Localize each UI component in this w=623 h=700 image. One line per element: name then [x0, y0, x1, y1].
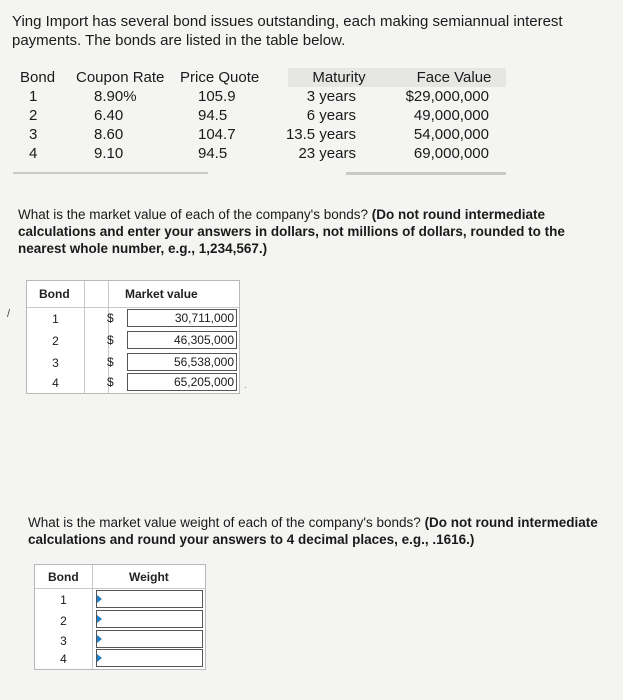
- grid-bond-number: 3: [52, 356, 59, 370]
- table-divider: [346, 172, 506, 175]
- market-value-input-bond-3[interactable]: 56,538,000: [127, 353, 237, 371]
- coupon-rate: 8.60: [94, 126, 124, 143]
- price-quote: 94.5: [198, 107, 228, 124]
- grid-bond-number: 2: [60, 614, 67, 628]
- input-marker-icon: [97, 595, 102, 603]
- weight-input-bond-2[interactable]: [96, 610, 203, 628]
- bond-number: 4: [29, 145, 38, 162]
- question-instructions: (Do not round intermediate calculations and enter your answers in dollars, not millions of dollars, rounded to the nearest whole number, e.g., 1,234,567.): [18, 207, 565, 256]
- question-text: What is the market value of each of the company's bonds?: [18, 207, 369, 222]
- price-quote: 105.9: [198, 88, 236, 105]
- dollar-sign: $: [107, 355, 114, 369]
- face-value: 49,000,000: [413, 107, 489, 124]
- table-row: [27, 373, 239, 394]
- coupon-rate: 8.90%: [94, 88, 137, 105]
- weight-input-bond-4[interactable]: [96, 649, 203, 667]
- grid-header-bond: Bond: [48, 570, 79, 584]
- weight-grid: [34, 564, 206, 670]
- header-bond: Bond: [20, 69, 56, 86]
- dollar-sign: $: [107, 333, 114, 347]
- grid-bond-number: 4: [52, 376, 59, 390]
- bond-number: 3: [29, 126, 38, 143]
- market-value-input-bond-4[interactable]: 65,205,000: [127, 373, 237, 391]
- face-value: $29,000,000: [405, 88, 489, 105]
- table-row: [12, 87, 507, 106]
- grid-bond-number: 1: [60, 593, 67, 607]
- market-value-grid: [26, 280, 240, 394]
- dollar-sign: $: [107, 375, 114, 389]
- grid-header-weight: Weight: [129, 570, 169, 584]
- table-row: [12, 144, 507, 163]
- table-row: [27, 308, 239, 329]
- header-coupon-rate: Coupon Rate: [76, 69, 165, 86]
- table-row: [35, 589, 205, 610]
- header-price-quote: Price Quote: [180, 69, 260, 86]
- table-row: [12, 125, 507, 144]
- table-row: [35, 648, 205, 669]
- market-value-input-bond-2[interactable]: 46,305,000: [127, 331, 237, 349]
- input-marker-icon: [97, 615, 102, 623]
- question-market-value: [18, 206, 613, 257]
- table-row: [35, 629, 205, 650]
- input-marker-icon: [97, 635, 102, 643]
- bond-number: 2: [29, 107, 38, 124]
- decoration-dot: .: [244, 380, 247, 391]
- weight-input-bond-3[interactable]: [96, 630, 203, 648]
- price-quote: 94.5: [198, 145, 228, 162]
- price-quote: 104.7: [198, 126, 236, 143]
- table-row: [12, 106, 507, 125]
- grid-header-bond: Bond: [39, 287, 70, 301]
- maturity: 23 years: [298, 145, 356, 162]
- header-maturity: Maturity: [312, 69, 366, 86]
- maturity: 13.5 years: [285, 126, 356, 143]
- intro-text: Ying Import has several bond issues outstanding, each making semiannual interest payments. The bonds are listed in the table below.: [12, 13, 563, 49]
- bond-number: 1: [29, 88, 38, 105]
- scribble-mark: /: [7, 308, 11, 320]
- coupon-rate: 9.10: [94, 145, 124, 162]
- table-row: [35, 609, 205, 630]
- maturity: 6 years: [306, 107, 356, 124]
- face-value: 69,000,000: [413, 145, 489, 162]
- question-instructions: (Do not round intermediate calculations and round your answers to 4 decimal places, e.g., .1616.): [28, 515, 598, 547]
- market-value-input-bond-1[interactable]: 30,711,000: [127, 309, 237, 327]
- grid-bond-number: 4: [60, 652, 67, 666]
- table-row: [27, 330, 239, 351]
- coupon-rate: 6.40: [94, 107, 124, 124]
- bond-info-table: [12, 68, 507, 163]
- grid-bond-number: 3: [60, 634, 67, 648]
- question-market-value-weight: [28, 514, 608, 548]
- grid-bond-number: 2: [52, 334, 59, 348]
- input-marker-icon: [97, 654, 102, 662]
- header-face-value: Face Value: [416, 69, 492, 86]
- bond-table-header: [12, 68, 507, 87]
- table-divider: [13, 172, 208, 174]
- dollar-sign: $: [107, 311, 114, 325]
- grid-header-market-value: Market value: [125, 287, 198, 301]
- grid-bond-number: 1: [52, 312, 59, 326]
- face-value: 54,000,000: [413, 126, 489, 143]
- question-text: What is the market value weight of each of the company's bonds?: [28, 515, 421, 530]
- table-row: [27, 352, 239, 373]
- maturity: 3 years: [306, 88, 356, 105]
- weight-input-bond-1[interactable]: [96, 590, 203, 608]
